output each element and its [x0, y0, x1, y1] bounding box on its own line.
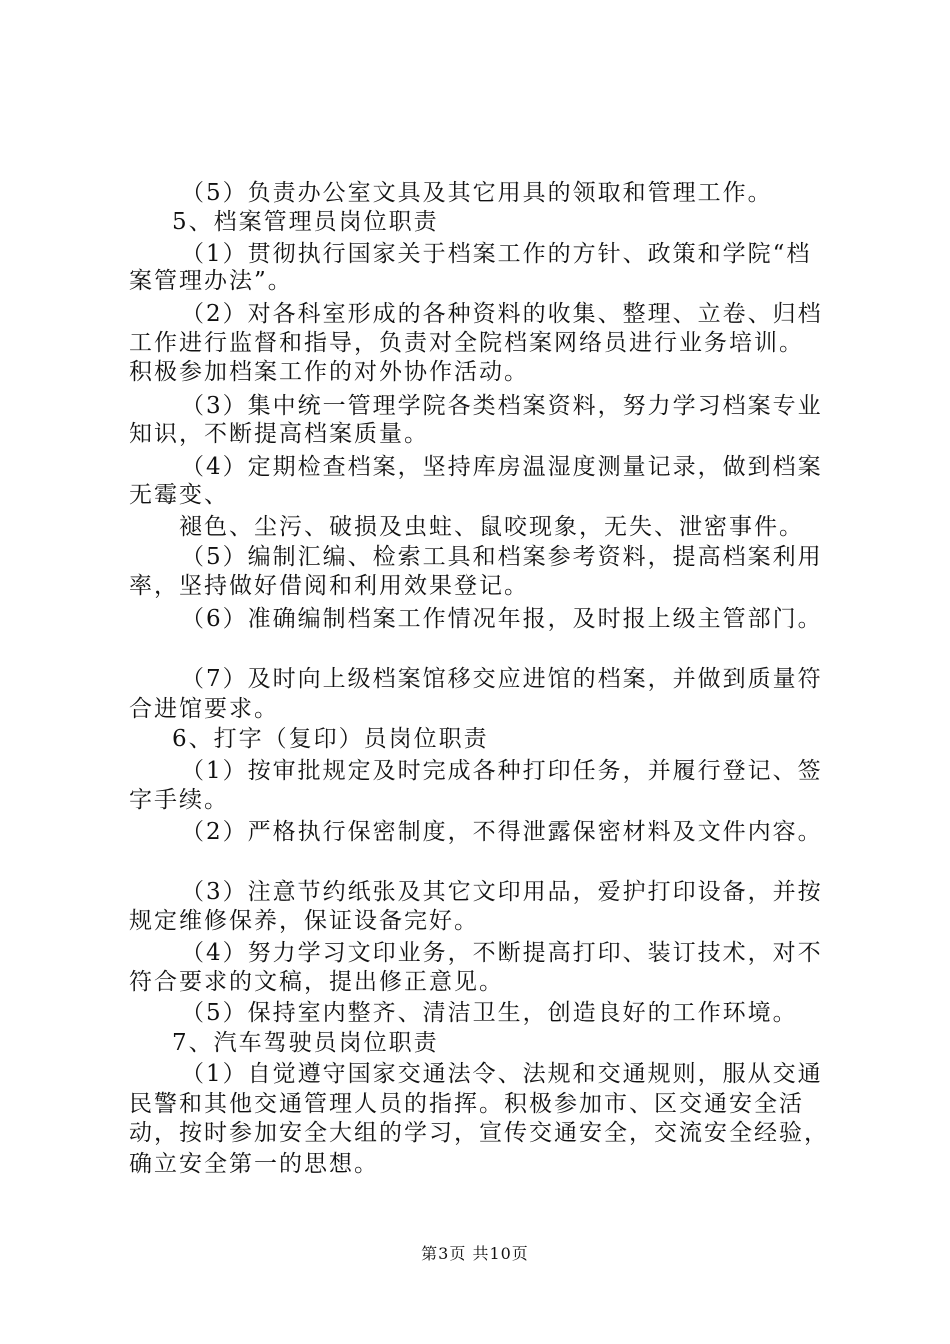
text-line: （6）准确编制档案工作情况年报，及时报上级主管部门。 [181, 606, 823, 632]
text-line: （5）负责办公室文具及其它用具的领取和管理工作。 [181, 180, 773, 206]
text-line: 率，坚持做好借阅和利用效果登记。 [129, 573, 529, 599]
text-line: 民警和其他交通管理人员的指挥。积极参加市、区交通安全活 [129, 1091, 804, 1117]
text-line: （1）贯彻执行国家关于档案工作的方针、政策和学院“档 [181, 241, 812, 267]
text-line: （4）定期检查档案，坚持库房温湿度测量记录，做到档案 [181, 454, 823, 480]
text-line: （5）保持室内整齐、清洁卫生，创造良好的工作环境。 [181, 1000, 798, 1026]
text-line: 符合要求的文稿，提出修正意见。 [129, 969, 504, 995]
text-line: 合进馆要求。 [129, 696, 279, 722]
text-line: 字手续。 [129, 787, 229, 813]
text-line: 动，按时参加安全大组的学习，宣传交通安全，交流安全经验， [129, 1120, 829, 1146]
text-line: （1）自觉遵守国家交通法令、法规和交通规则，服从交通 [181, 1061, 823, 1087]
text-line: （4）努力学习文印业务，不断提高打印、装订技术，对不 [181, 940, 823, 966]
text-line: （2）对各科室形成的各种资料的收集、整理、立卷、归档 [181, 301, 823, 327]
text-line: （5）编制汇编、检索工具和档案参考资料，提高档案利用 [181, 544, 823, 570]
text-line: （3）集中统一管理学院各类档案资料，努力学习档案专业 [181, 393, 823, 419]
text-line: 褪色、尘污、破损及虫蛀、鼠咬现象，无失、泄密事件。 [179, 514, 804, 540]
text-line: 无霉变、 [129, 482, 229, 508]
section-heading: 7、汽车驾驶员岗位职责 [172, 1030, 439, 1056]
section-heading: 5、档案管理员岗位职责 [172, 209, 439, 235]
page-number-footer: 第3页 共10页 [421, 1244, 529, 1263]
text-line: 知识，不断提高档案质量。 [129, 421, 429, 447]
text-line: 确立安全第一的思想。 [129, 1151, 379, 1177]
text-line: 案管理办法”。 [129, 268, 293, 294]
text-line: 积极参加档案工作的对外协作活动。 [129, 359, 529, 385]
text-line: 规定维修保养，保证设备完好。 [129, 908, 479, 934]
text-line: （1）按审批规定及时完成各种打印任务，并履行登记、签 [181, 758, 823, 784]
section-heading: 6、打字（复印）员岗位职责 [172, 726, 489, 752]
text-line: （3）注意节约纸张及其它文印用品，爱护打印设备，并按 [181, 879, 823, 905]
text-line: （7）及时向上级档案馆移交应进馆的档案，并做到质量符 [181, 666, 823, 692]
text-line: （2）严格执行保密制度，不得泄露保密材料及文件内容。 [181, 819, 823, 845]
text-line: 工作进行监督和指导，负责对全院档案网络员进行业务培训。 [129, 330, 804, 356]
